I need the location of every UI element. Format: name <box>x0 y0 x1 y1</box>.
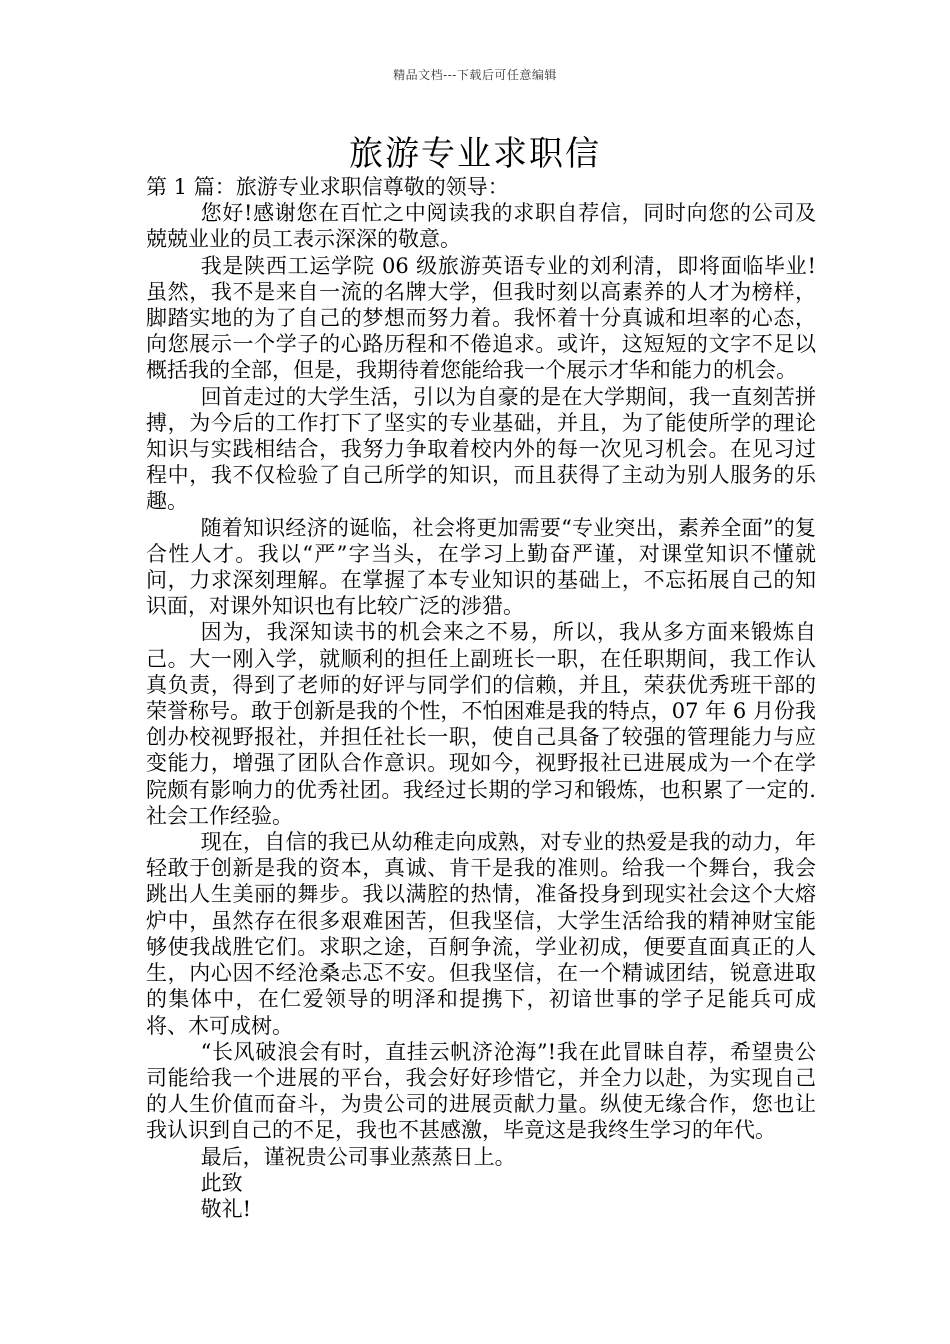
experience-paragraph: 因为，我深知读书的机会来之不易，所以，我从多方面来锻炼自己。大一刚入学，就顺利的担任上副班长一职，在任职期间，我工作认真负责，得到了老师的好评与同学们的信赖，并且，荣获优秀班干部的荣誉称号。敢于创新是我的个性，不怕困难是我的特点，07 年 6 月份我创办校视野报社，并担任社长一职，使自己具备了较强的管理能力与应变能力，增强了团队合作意识。现如今，视野报社已进展成为一个在学院颇有影响力的优秀社团。我经过长期的学习和锻炼，也积累了一定的.社会工作经验。 <box>146 620 816 828</box>
introduction-paragraph: 我是陕西工运学院 06 级旅游英语专业的刘利清，即将面临毕业!虽然，我不是来自一流的名牌大学，但我时刻以高素养的人才为榜样，脚踏实地的为了自己的梦想而努力着。我怀着十分真诚和坦率的心态，向您展示一个学子的心路历程和不倦追求。或许，这短短的文字不足以概括我的全部，但是，我期待着您能给我一个展示才华和能力的机会。 <box>146 253 816 383</box>
request-paragraph: “长风破浪会有时，直挂云帆济沧海”!我在此冒昧自荐，希望贵公司能给我一个进展的平台，我会好好珍惜它，并全力以赴，为实现自己的人生价值而奋斗，为贵公司的进展贡献力量。纵使无缘合作，您也让我认识到自己的不足，我也不甚感激，毕竟这是我终生学习的年代。 <box>146 1039 816 1143</box>
closing-salutation: 此致 <box>200 1170 243 1195</box>
letter-body <box>146 174 816 1222</box>
greeting-paragraph: 您好!感谢您在百忙之中阅读我的求职自荐信，同时向您的公司及兢兢业业的员工表示深深的敬意。 <box>146 201 816 252</box>
document-title: 旅游专业求职信 <box>349 134 601 174</box>
closing-regards: 敬礼! <box>200 1196 252 1221</box>
knowledge-paragraph: 随着知识经济的诞临，社会将更加需要“专业突出，素养全面”的复合性人才。我以“严”字当头，在学习上勤奋严谨，对课堂知识不懂就问，力求深刻理解。在掌握了本专业知识的基础上，不忘拓展自己的知识面，对课外知识也有比较广泛的涉猎。 <box>146 515 816 619</box>
opening-line: 第 1 篇：旅游专业求职信尊敬的领导： <box>146 175 509 199</box>
closing-wish: 最后，谨祝贵公司事业蒸蒸日上。 <box>200 1144 516 1169</box>
confidence-paragraph: 现在，自信的我已从幼稚走向成熟，对专业的热爱是我的动力，年轻敢于创新是我的资本，真诚、肯干是我的准则。给我一个舞台，我会跳出人生美丽的舞步。我以满腔的热情，准备投身到现实社会这个大熔炉中，虽然存在很多艰难困苦，但我坚信，大学生活给我的精神财宝能够使我战胜它们。求职之途，百舸争流，学业初成，便要直面真正的人生，内心因不经沧桑忐忑不安。但我坚信，在一个精诚团结，锐意进取的集体中，在仁爱领导的明泽和提携下，初谙世事的学子足能兵可成将、木可成树。 <box>146 830 816 1038</box>
college-life-paragraph: 回首走过的大学生活，引以为自豪的是在大学期间，我一直刻苦拼搏，为今后的工作打下了坚实的专业基础，并且，为了能使所学的理论知识与实践相结合，我努力争取着校内外的每一次见习机会。在见习过程中，我不仅检验了自己所学的知识，而且获得了主动为别人服务的乐趣。 <box>146 384 816 514</box>
header-note: 精品文档---下载后可任意编辑 <box>393 68 557 82</box>
